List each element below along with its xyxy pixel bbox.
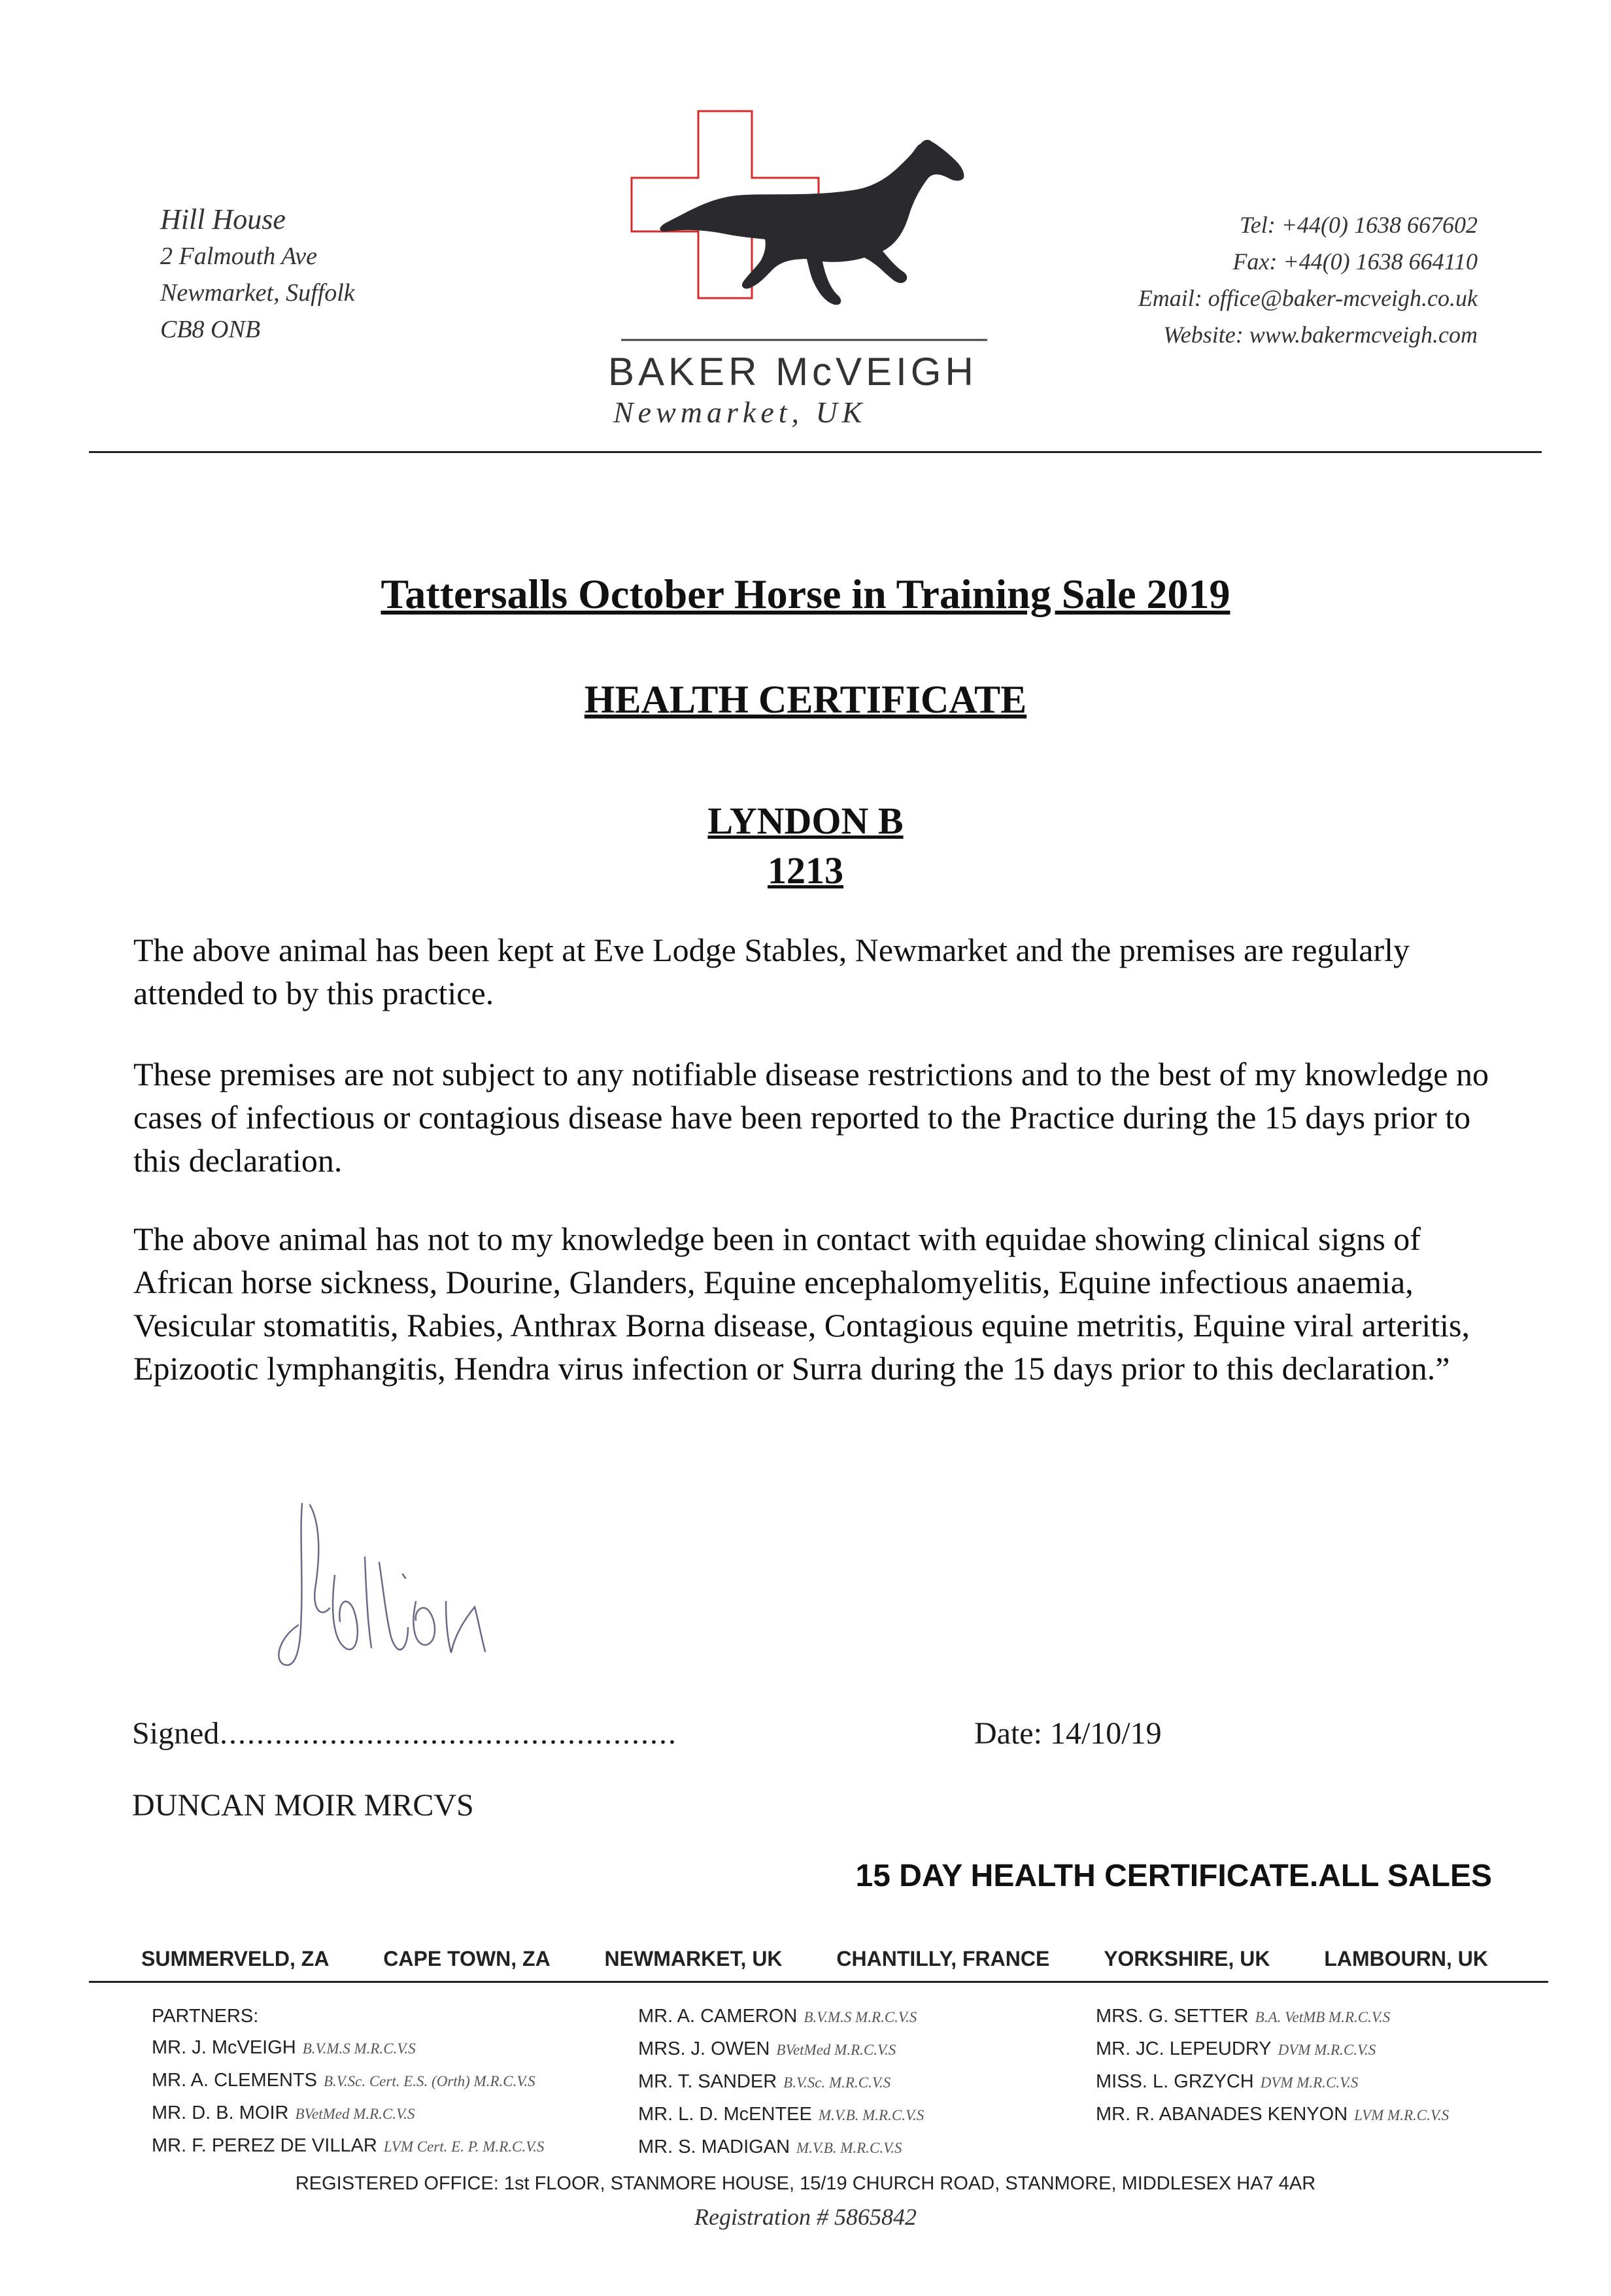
office-locations <box>141 1947 1488 1971</box>
partner-name: MR. S. MADIGAN <box>638 2136 790 2157</box>
partner-qualifications: BVetMed M.R.C.V.S <box>295 2106 415 2122</box>
partner-entry <box>1096 2033 1449 2066</box>
partner-qualifications: LVM M.R.C.V.S <box>1354 2107 1450 2123</box>
partner-name: MR. D. B. MOIR <box>152 2102 289 2123</box>
partner-entry <box>1096 2066 1449 2099</box>
address-line: 2 Falmouth Ave <box>160 243 317 270</box>
partner-entry <box>1096 2099 1449 2131</box>
location-lambourn: LAMBOURN, UK <box>1324 1947 1488 1970</box>
partner-name: MR. JC. LEPEUDRY <box>1096 2038 1272 2059</box>
partner-entry <box>152 2032 544 2065</box>
signed-label: Signed <box>132 1716 220 1751</box>
partner-qualifications: M.V.B. M.R.C.V.S <box>796 2140 902 2156</box>
partner-name: MRS. G. SETTER <box>1096 2006 1249 2027</box>
date-field <box>974 1715 1162 1751</box>
practice-address <box>160 201 355 348</box>
partner-name: MRS. J. OWEN <box>638 2038 770 2059</box>
partner-name: MR. F. PEREZ DE VILLAR <box>152 2135 377 2156</box>
partner-qualifications: DVM M.R.C.V.S <box>1260 2074 1359 2091</box>
vet-name: DUNCAN MOIR MRCVS <box>132 1788 474 1823</box>
location-yorkshire: YORKSHIRE, UK <box>1104 1947 1270 1970</box>
partner-qualifications: B.V.M.S M.R.C.V.S <box>804 2009 917 2025</box>
address-line: CB8 ONB <box>160 316 261 343</box>
brand-name: BAKER McVEIGH <box>608 350 977 394</box>
address-line: Newmarket, Suffolk <box>160 279 355 307</box>
partner-qualifications: B.V.Sc. M.R.C.V.S <box>783 2074 891 2091</box>
document-title: HEALTH CERTIFICATE <box>584 678 1027 721</box>
contact-email[interactable]: Email: office@baker-mcveigh.co.uk <box>1138 285 1478 311</box>
date-value: 14/10/19 <box>1049 1716 1162 1751</box>
partner-entry <box>638 2066 924 2099</box>
partner-entry <box>1096 2001 1449 2033</box>
partner-qualifications: B.V.Sc. Cert. E.S. (Orth) M.R.C.V.S <box>324 2073 535 2089</box>
partner-name: MR. R. ABANADES KENYON <box>1096 2104 1348 2125</box>
partner-name: MISS. L. GRZYCH <box>1096 2071 1254 2092</box>
baker-mcveigh-logo <box>621 98 987 346</box>
footer-divider <box>89 1981 1548 1983</box>
partners-heading: PARTNERS: <box>152 2006 259 2027</box>
paragraph-restrictions: These premises are not subject to any notifiable disease restrictions and to the best of my knowledge no cases of infectious or contagious disease have been reported to the Practice during the 15 days prior to this declaration. <box>133 1056 1489 1179</box>
location-chantilly: CHANTILLY, FRANCE <box>836 1947 1050 1970</box>
contact-fax: Fax: +44(0) 1638 664110 <box>1232 248 1478 275</box>
partner-name: MR. L. D. McENTEE <box>638 2104 812 2125</box>
partner-entry <box>638 2033 924 2066</box>
paragraph-premises: The above animal has been kept at Eve Lodge Stables, Newmarket and the premises are regularly attended to by this practice. <box>133 932 1410 1011</box>
partners-column-2 <box>638 2001 924 2164</box>
partner-entry <box>638 2131 924 2164</box>
partner-name: MR. A. CAMERON <box>638 2006 798 2027</box>
contact-phone: Tel: +44(0) 1638 667602 <box>1240 212 1478 238</box>
location-cape-town: CAPE TOWN, ZA <box>383 1947 551 1970</box>
partner-qualifications: LVM Cert. E. P. M.R.C.V.S <box>383 2138 545 2155</box>
partner-name: MR. T. SANDER <box>638 2071 777 2092</box>
partner-qualifications: B.A. VetMB M.R.C.V.S <box>1255 2009 1391 2025</box>
galloping-horse-icon <box>660 140 964 305</box>
address-line: Hill House <box>160 203 286 235</box>
location-newmarket: NEWMARKET, UK <box>604 1947 783 1970</box>
practice-contact <box>1138 207 1478 353</box>
contact-website[interactable]: Website: www.bakermcveigh.com <box>1163 322 1478 348</box>
lot-number: 1213 <box>768 849 843 892</box>
signature-line: .................................................. <box>220 1716 677 1751</box>
partner-qualifications: M.V.B. M.R.C.V.S <box>818 2107 924 2123</box>
partners-column-1 <box>152 2001 544 2163</box>
partner-qualifications: BVetMed M.R.C.V.S <box>776 2042 896 2058</box>
brand-location: Newmarket, UK <box>613 396 867 429</box>
horse-name: LYNDON B <box>707 800 904 842</box>
partners-column-3 <box>1096 2001 1449 2131</box>
sale-title: Tattersalls October Horse in Training Sale 2019 <box>381 571 1230 617</box>
registered-office: REGISTERED OFFICE: 1st FLOOR, STANMORE HOUSE, 15/19 CHURCH ROAD, STANMORE, MIDDLESEX HA7 4AR <box>295 2173 1316 2194</box>
handwritten-signature <box>275 1497 523 1693</box>
partner-qualifications: B.V.M.S M.R.C.V.S <box>302 2040 416 2057</box>
date-label: Date: <box>974 1716 1042 1751</box>
paragraph-contact-declaration: The above animal has not to my knowledge been in contact with equidae showing clinical signs of African horse sickness, Dourine, Glanders, Equine encephalomyelitis, Equine infectious anaemia, Vesicular stomatitis, Rabies, Anthrax Borna disease, Contagious equine metritis, Equine viral arteritis, Epizootic lymphangitis, Hendra virus infection or Surra during the 15 days prior to this declaration.” <box>133 1221 1470 1387</box>
header-divider <box>89 451 1542 453</box>
partner-entry <box>152 2130 544 2163</box>
partner-name: MR. A. CLEMENTS <box>152 2070 317 2091</box>
location-summerveld: SUMMERVELD, ZA <box>141 1947 330 1970</box>
partner-entry <box>638 2001 924 2033</box>
partner-entry <box>152 2065 544 2097</box>
partner-name: MR. J. McVEIGH <box>152 2037 296 2058</box>
partner-entry <box>638 2099 924 2131</box>
partner-entry <box>152 2097 544 2130</box>
partner-qualifications: DVM M.R.C.V.S <box>1278 2042 1376 2058</box>
registration-number: Registration # 5865842 <box>694 2204 917 2230</box>
certificate-footer-label: 15 DAY HEALTH CERTIFICATE.ALL SALES <box>855 1859 1492 1893</box>
